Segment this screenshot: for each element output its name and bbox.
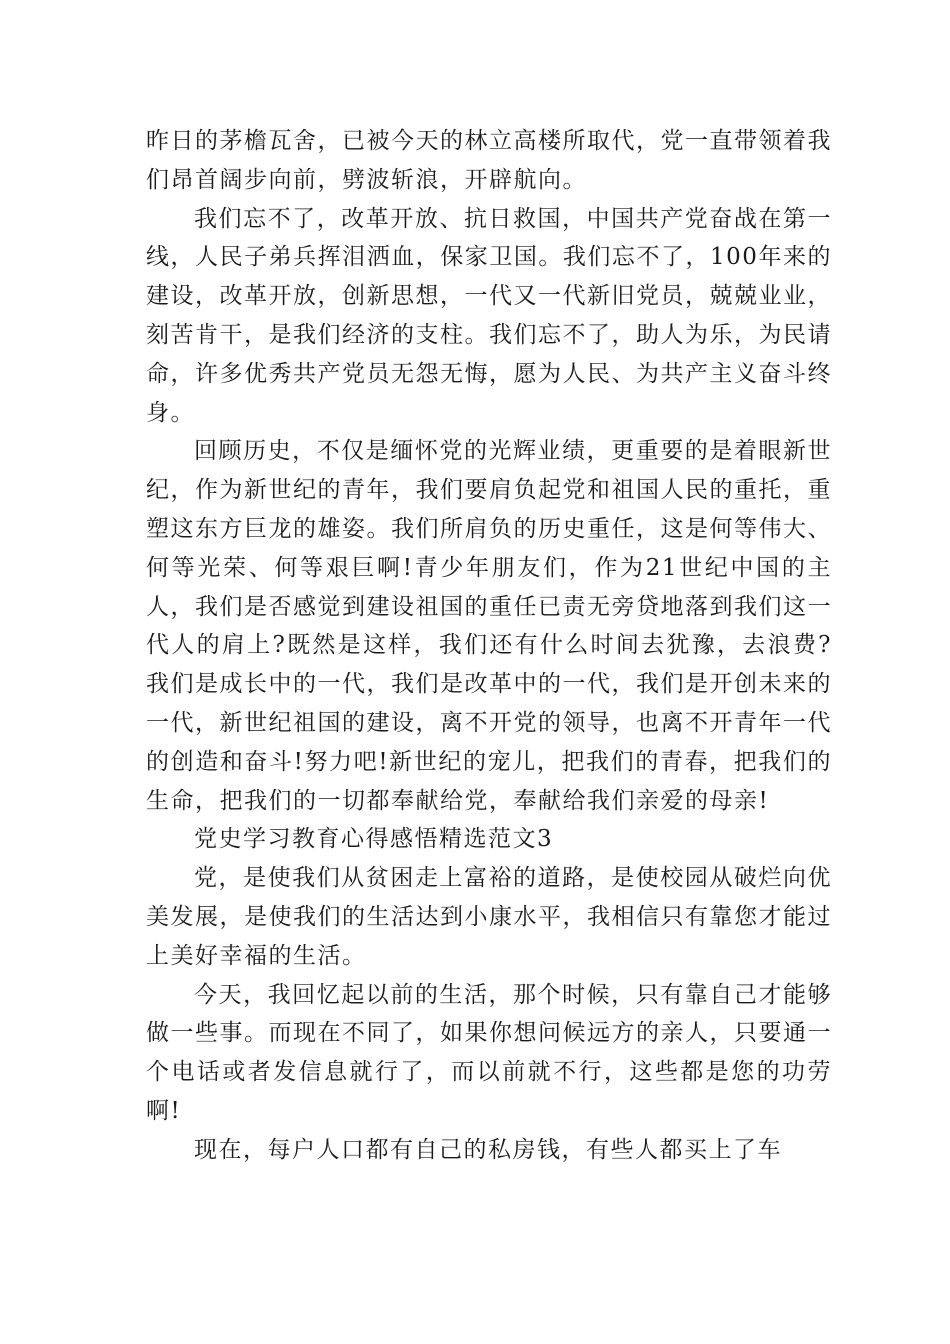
paragraph-6: 现在，每户人口都有自己的私房钱，有些人都买上了车 bbox=[194, 1136, 782, 1163]
document-body bbox=[146, 122, 832, 1170]
paragraph-3: 回顾历史，不仅是缅怀党的光辉业绩，更重要的是着眼新世纪，作为新世纪的青年，我们要肩负起党和祖国人民的重托，重塑这东方巨龙的雄姿。我们所肩负的历史重任，这是何等伟大、何等光荣、何等艰巨啊!青少年朋友们，作为21世纪中国的主人，我们是否感觉到建设祖国的重任已责无旁贷地落到我们这一代人的肩上?既然是这样，我们还有什么时间去犹豫，去浪费?我们是成长中的一代，我们是改革中的一代，我们是开创未来的一代，新世纪祖国的建设，离不开党的领导，也离不开青年一代的创造和奋斗!努力吧!新世纪的宠儿，把我们的青春，把我们的生命，把我们的一切都奉献给党，奉献给我们亲爱的母亲! bbox=[146, 438, 832, 814]
paragraph-1: 昨日的茅檐瓦舍，已被今天的林立高楼所取代，党一直带领着我们昂首阔步向前，劈波斩浪，开辟航向。 bbox=[146, 128, 832, 193]
paragraph-5: 今天，我回忆起以前的生活，那个时候，只有靠自己才能够做一些事。而现在不同了，如果你想问候远方的亲人，只要通一个电话或者发信息就行了，而以前就不行，这些都是您的功劳啊! bbox=[146, 981, 832, 1124]
paragraph-4: 党，是使我们从贫困走上富裕的道路，是使校园从破烂向优美发展，是使我们的生活达到小康水平，我相信只有靠您才能过上美好幸福的生活。 bbox=[146, 865, 832, 969]
paragraph-2: 我们忘不了，改革开放、抗日救国，中国共产党奋战在第一线，人民子弟兵挥泪洒血，保家卫国。我们忘不了，100年来的建设，改革开放，创新思想，一代又一代新旧党员，兢兢业业，刻苦肯干，是我们经济的支柱。我们忘不了，助人为乐，为民请命，许多优秀共产党员无怨无悔，愿为人民、为共产主义奋斗终身。 bbox=[146, 205, 832, 426]
section-heading: 党史学习教育心得感悟精选范文3 bbox=[194, 826, 554, 853]
